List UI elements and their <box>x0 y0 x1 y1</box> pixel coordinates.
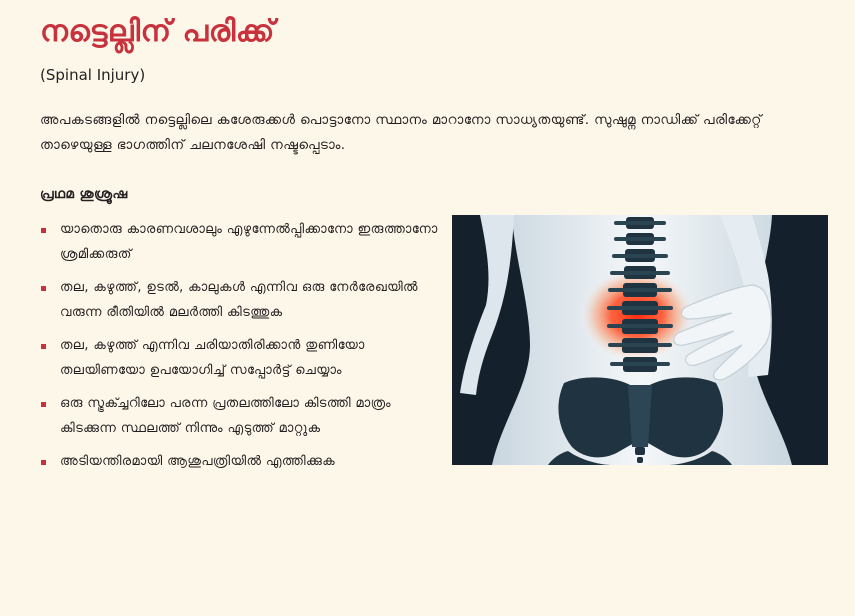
bullet-icon <box>41 460 46 465</box>
bullet-icon <box>41 402 46 407</box>
first-aid-heading: പ്രഥമ ശുശ്രൂഷ <box>40 186 128 202</box>
list-item <box>40 276 440 325</box>
bullet-icon <box>41 286 46 291</box>
list-item-text: തല, കഴുത്ത് എന്നിവ ചരിയാതിരിക്കാൻ തുണിയോ തലയിണയോ ഉപയോഗിച്ച് സപ്പോർട്ട് ചെയ്യാം <box>60 338 365 378</box>
page-subtitle: (Spinal Injury) <box>40 66 146 84</box>
list-item <box>40 450 440 475</box>
spine-pain-illustration <box>452 215 828 465</box>
list-item <box>40 334 440 383</box>
list-item <box>40 218 440 267</box>
bullet-icon <box>41 344 46 349</box>
first-aid-list <box>40 218 440 484</box>
list-item-text: അടിയന്തിരമായി ആശുപത്രിയിൽ എത്തിക്കുക <box>60 454 336 469</box>
list-item-text: ഒരു സ്ട്രക്ച്ചറിലോ പരന്ന പ്രതലത്തിലോ കിടത്തി മാത്രം കിടക്കുന്ന സ്ഥലത്ത് നിന്നും എടുത്ത് മാറ്റുക <box>60 396 391 436</box>
list-item-text: യാതൊരു കാരണവശാലും എഴുന്നേൽപ്പിക്കാനോ ഇരുത്താനോ ശ്രമിക്കരുത് <box>60 222 438 262</box>
list-item-text: തല, കഴുത്ത്, ഉടൽ, കാലുകൾ എന്നിവ ഒരു നേർരേഖയിൽ വരുന്ന രീതിയിൽ മലർത്തി കിടത്തുക <box>60 280 418 320</box>
intro-paragraph: അപകടങ്ങളിൽ നട്ടെല്ലിലെ കശേരുക്കൾ പൊട്ടാനോ സ്ഥാനം മാറാനോ സാധ്യതയുണ്ട്. സുഷുമ്ന നാഡിക്ക് പരിക്കേറ്റ് താഴെയുള്ള ഭാഗത്തിന് ചലനശേഷി നഷ്ടപ്പെടാം. <box>40 112 762 153</box>
list-item <box>40 392 440 441</box>
page-title: നട്ടെല്ലിന് പരിക്ക് <box>40 14 275 49</box>
bullet-icon <box>41 228 46 233</box>
spine-pain-icon <box>452 215 828 465</box>
